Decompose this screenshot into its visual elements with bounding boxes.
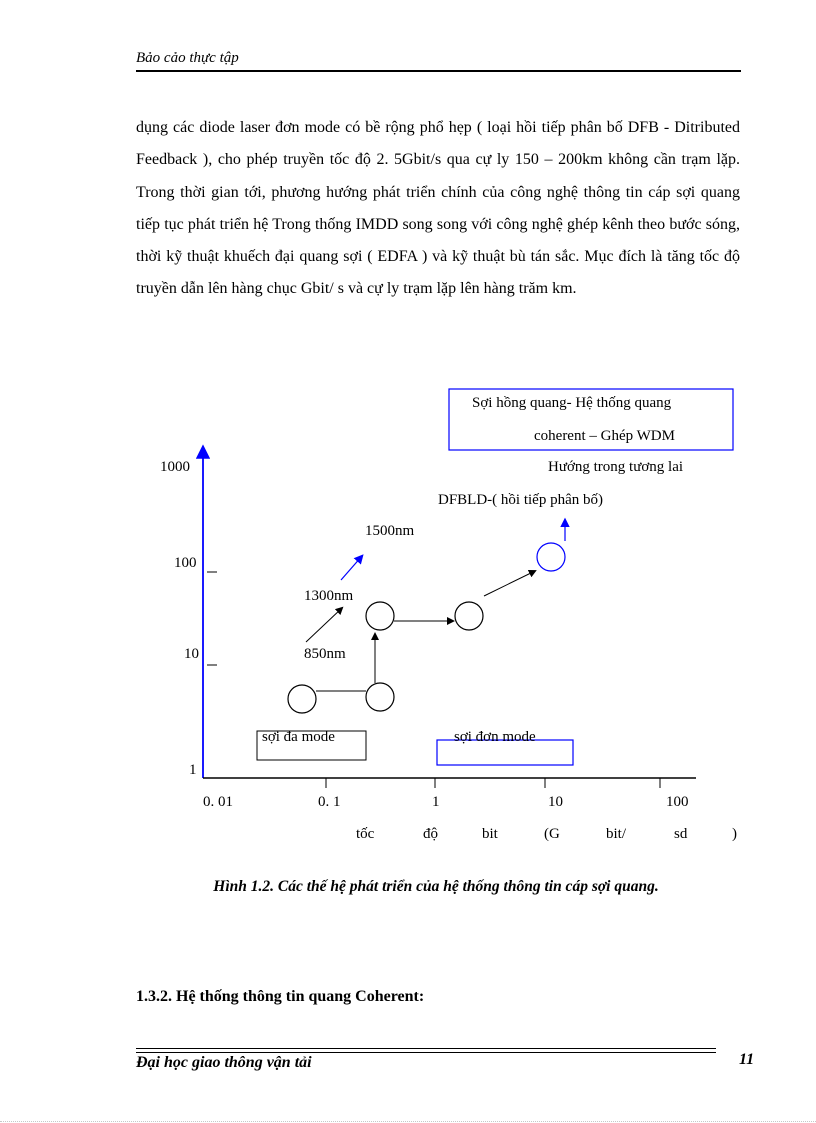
node-singlemode-1500: [455, 602, 483, 630]
multimode-label: sợi đa mode: [262, 729, 335, 745]
label-1500nm: 1500nm: [365, 523, 415, 539]
x-tick-label: 10: [548, 794, 563, 810]
x-axis-title-word: độ: [423, 826, 438, 842]
x-axis-title-word: (G: [544, 826, 560, 842]
body-paragraph: dụng các diode laser đơn mode có bề rộng phổ hẹp ( loại hồi tiếp phân bố DFB - Ditributed Feedback ), cho phép truyền tốc độ 2. 5Gbit/s qua cự ly 150 – 200km không cần trạm lặp. Trong thời gian tới, phương hướng phát triển chính của công nghệ thông tin cáp sợi quang tiếp tục phát triển hệ Trong thống IMDD song song với công nghệ ghép kênh theo bước sóng, thời kỹ thuật khuếch đại quang sợi ( EDFA ) và kỹ thuật bù tán sắc. Mục đích là tăng tốc độ truyền dẫn lên hàng chục Gbit/ s và cự ly trạm lặp lên hàng trăm km.: [136, 119, 740, 298]
singlemode-label: sợi đơn mode: [454, 729, 536, 745]
x-tick-label: 1: [432, 794, 440, 810]
x-tick-label: 100: [666, 794, 689, 810]
future-box-line1: Sợi hồng quang- Hệ thống quang: [472, 395, 672, 411]
footer-rule: [136, 1048, 716, 1049]
footer-rule: [136, 1052, 716, 1053]
x-axis-title-word: bit/: [606, 826, 627, 842]
y-tick-label: 1: [189, 762, 197, 778]
arrow-to-1500nm: [341, 556, 362, 580]
page-number: 11: [739, 1051, 755, 1068]
future-box-line2: coherent – Ghép WDM: [534, 428, 675, 444]
dfb-label: DFBLD-( hồi tiếp phân bố): [438, 492, 603, 508]
x-axis-title-word: sd: [674, 826, 688, 842]
x-axis-title-word: bit: [482, 826, 498, 842]
footer-university: Đại học giao thông vận tải: [136, 1054, 312, 1071]
label-1300nm: 1300nm: [304, 588, 354, 604]
y-tick-label: 100: [174, 555, 197, 571]
node-multimode-850: [288, 685, 316, 713]
x-tick-label: 0. 01: [203, 794, 233, 810]
page-bottom-border: [0, 1121, 816, 1122]
future-direction-label: Hướng trong tương lai: [548, 459, 684, 475]
node-singlemode-1300: [366, 602, 394, 630]
figure-caption: Hình 1.2. Các thế hệ phát triển của hệ thống thông tin cáp sợi quang.: [213, 878, 659, 895]
arrow-to-1300nm: [306, 608, 342, 642]
page-header-title: Bảo cảo thực tập: [136, 50, 239, 66]
x-tick-label: 0. 1: [318, 794, 341, 810]
connector-arrow: [484, 571, 535, 596]
label-850nm: 850nm: [304, 646, 346, 662]
y-tick-label: 1000: [160, 459, 190, 475]
node-multimode-1300: [366, 683, 394, 711]
x-axis-title-word: ): [732, 826, 737, 842]
section-heading: 1.3.2. Hệ thống thông tin quang Coherent:: [136, 988, 425, 1005]
x-axis-title-word: tốc: [356, 826, 375, 842]
y-tick-label: 10: [184, 646, 199, 662]
node-dfb: [537, 543, 565, 571]
